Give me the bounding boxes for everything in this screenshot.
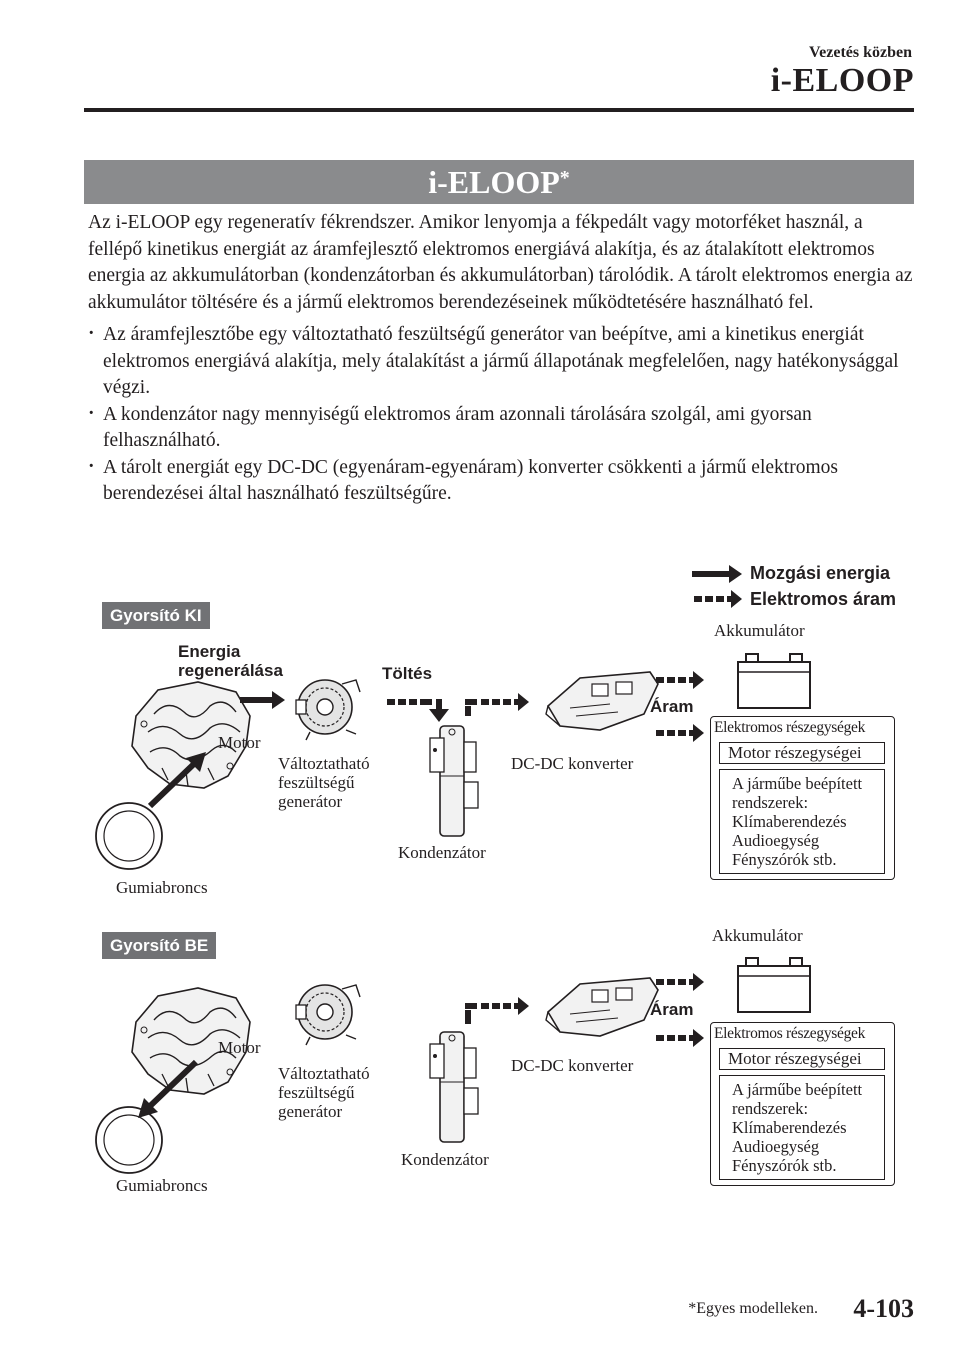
capacitor-icon (430, 726, 478, 836)
tire-icon (96, 1107, 162, 1173)
electric-components-box (710, 716, 895, 880)
capacitor-icon (430, 1032, 478, 1142)
page-number: 4-103 (853, 1294, 914, 1323)
tire-icon (96, 803, 162, 869)
battery-icon (738, 958, 810, 1012)
bullet-item: · A kondenzátor nagy mennyiségű elektromos áram azonnali tárolására szolgál, ami gyorsan felhasználható. (88, 402, 918, 455)
capacitor-label: Kondenzátor (398, 843, 486, 862)
electric-components-title: Elektromos részegységek (714, 1025, 866, 1042)
current-arrow (465, 693, 529, 716)
energy-regeneration-label: Energia regenerálása (178, 642, 283, 680)
electric-components-title: Elektromos részegységek (714, 719, 866, 736)
generator-icon (296, 680, 360, 740)
accelerator-on-tag: Gyorsító BE (102, 932, 216, 959)
current-arrow (656, 973, 704, 991)
current-arrow (656, 724, 704, 742)
motor-components-box: Motor részegységei (719, 1048, 885, 1070)
vehicle-systems-box: A járműbe beépített rendszerek: Klímaberendezés Audioegység Fényszórók stb. (719, 769, 885, 874)
dcdc-converter-label: DC-DC konverter (511, 754, 634, 773)
battery-label: Akkumulátor (712, 926, 803, 945)
generator-label: Változtatható feszültségű generátor (278, 1064, 370, 1121)
electric-components-box (710, 1022, 895, 1186)
legend-motion-label: Mozgási energia (750, 563, 891, 583)
charge-arrow (387, 699, 449, 722)
charge-label: Töltés (382, 664, 433, 683)
battery-icon (738, 654, 810, 708)
page-title: i-ELOOP (770, 62, 914, 99)
battery-label: Akkumulátor (714, 621, 805, 640)
tire-label: Gumiabroncs (116, 878, 208, 897)
dcdc-converter-icon (546, 672, 658, 730)
current-arrow (656, 1029, 704, 1047)
motor-label: Motor (218, 733, 261, 752)
bullet-item: · A tárolt energiát egy DC-DC (egyenáram-egyenáram) konverter csökkenti a jármű elektromos berendezései által használható feszültségűre. (88, 455, 918, 508)
bullet-item: · Az áramfejlesztőbe egy változtatható feszültségű generátor van beépítve, ami a kinetikus energiát elektromos energiává alakítja, mely átalakítást a jármű állapotának megfelelően, nagy hatékonysággal végzi. (88, 322, 918, 402)
vehicle-systems-box: A járműbe beépített rendszerek: Klímaberendezés Audioegység Fényszórók stb. (719, 1075, 885, 1180)
current-label: Áram (650, 1000, 694, 1019)
generator-label: Változtatható feszültségű generátor (278, 754, 370, 811)
dcdc-converter-icon (546, 978, 658, 1036)
motor-label: Motor (218, 1038, 261, 1057)
legend-electric-arrow (694, 590, 742, 608)
capacitor-label: Kondenzátor (401, 1150, 489, 1169)
current-arrow (465, 997, 529, 1024)
motor-components-box: Motor részegységei (719, 742, 885, 764)
tire-label: Gumiabroncs (116, 1176, 208, 1195)
intro-paragraph: Az i-ELOOP egy regeneratív fékrendszer. Amikor lenyomja a fékpedált vagy motorféket használ, a fellépő kinetikus energiát az áramfejlesztő elektromos energiává alakítja, és az átalakított elektromos energia az akkumulátorban (kondenzátorban és akkumulátorban) tárolódik. A tárolt elektromos energia az akkumulátor töltésére és a jármű elektromos berendezéseinek működtetésére használható fel. (88, 212, 913, 313)
current-arrow (656, 671, 704, 689)
section-title: i-ELOOP (428, 164, 560, 200)
accelerator-off-tag: Gyorsító KI (102, 602, 210, 629)
generator-icon (296, 985, 360, 1045)
footnote-mark: * (559, 167, 570, 189)
dcdc-converter-label: DC-DC konverter (511, 1056, 634, 1075)
current-label: Áram (650, 697, 694, 716)
legend-electric-label: Elektromos áram (750, 589, 897, 609)
footnote: *Egyes modelleken. (688, 1300, 818, 1317)
section-header: Vezetés közben (809, 44, 912, 61)
